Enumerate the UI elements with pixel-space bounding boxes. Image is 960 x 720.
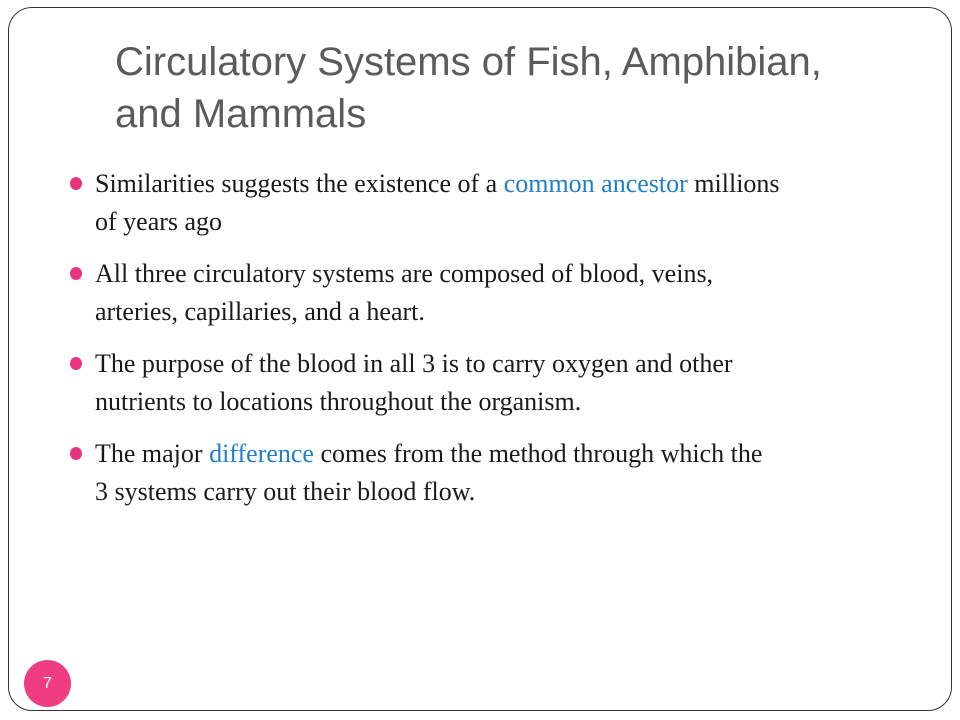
pink-circle-bullet-icon (70, 177, 82, 190)
slide-title-line-1: Circulatory Systems of Fish, Amphibian, (115, 40, 822, 84)
pink-circle-bullet-icon (70, 447, 82, 460)
pink-circle-bullet-icon (70, 357, 82, 370)
bullet-1-text-before: Similarities suggests the existence of a (95, 169, 504, 198)
bullet-item-circulatory-components (69, 255, 929, 331)
bullet-item-major-difference (69, 435, 929, 511)
slide-title-line-2: and Mammals (115, 92, 367, 136)
page-number-badge: 7 (24, 660, 71, 707)
bullet-1-line-2: of years ago (95, 207, 223, 236)
bullet-4-line-1 (95, 435, 929, 473)
bullet-4-text-after: comes from the method through which the (313, 439, 763, 468)
slide (8, 7, 952, 711)
difference-highlight: difference (209, 439, 314, 468)
bullet-3-line-1: The purpose of the blood in all 3 is to carry oxygen and other (95, 349, 733, 378)
slide-title (115, 36, 935, 140)
bullet-list (69, 165, 929, 525)
bullet-4-line-2: 3 systems carry out their blood flow. (95, 477, 476, 506)
bullet-2-line-2: arteries, capillaries, and a heart. (95, 297, 425, 326)
pink-circle-bullet-icon (70, 267, 82, 280)
common-ancestor-highlight: common ancestor (503, 169, 688, 198)
bullet-item-blood-purpose (69, 345, 929, 421)
bullet-1-text-after: millions (687, 169, 780, 198)
bullet-item-common-ancestor (69, 165, 929, 241)
bullet-1-line-1 (95, 165, 929, 203)
bullet-2-line-1: All three circulatory systems are composed of blood, veins, (95, 259, 714, 288)
bullet-3-line-2: nutrients to locations throughout the organism. (95, 387, 582, 416)
bullet-4-text-before: The major (95, 439, 210, 468)
